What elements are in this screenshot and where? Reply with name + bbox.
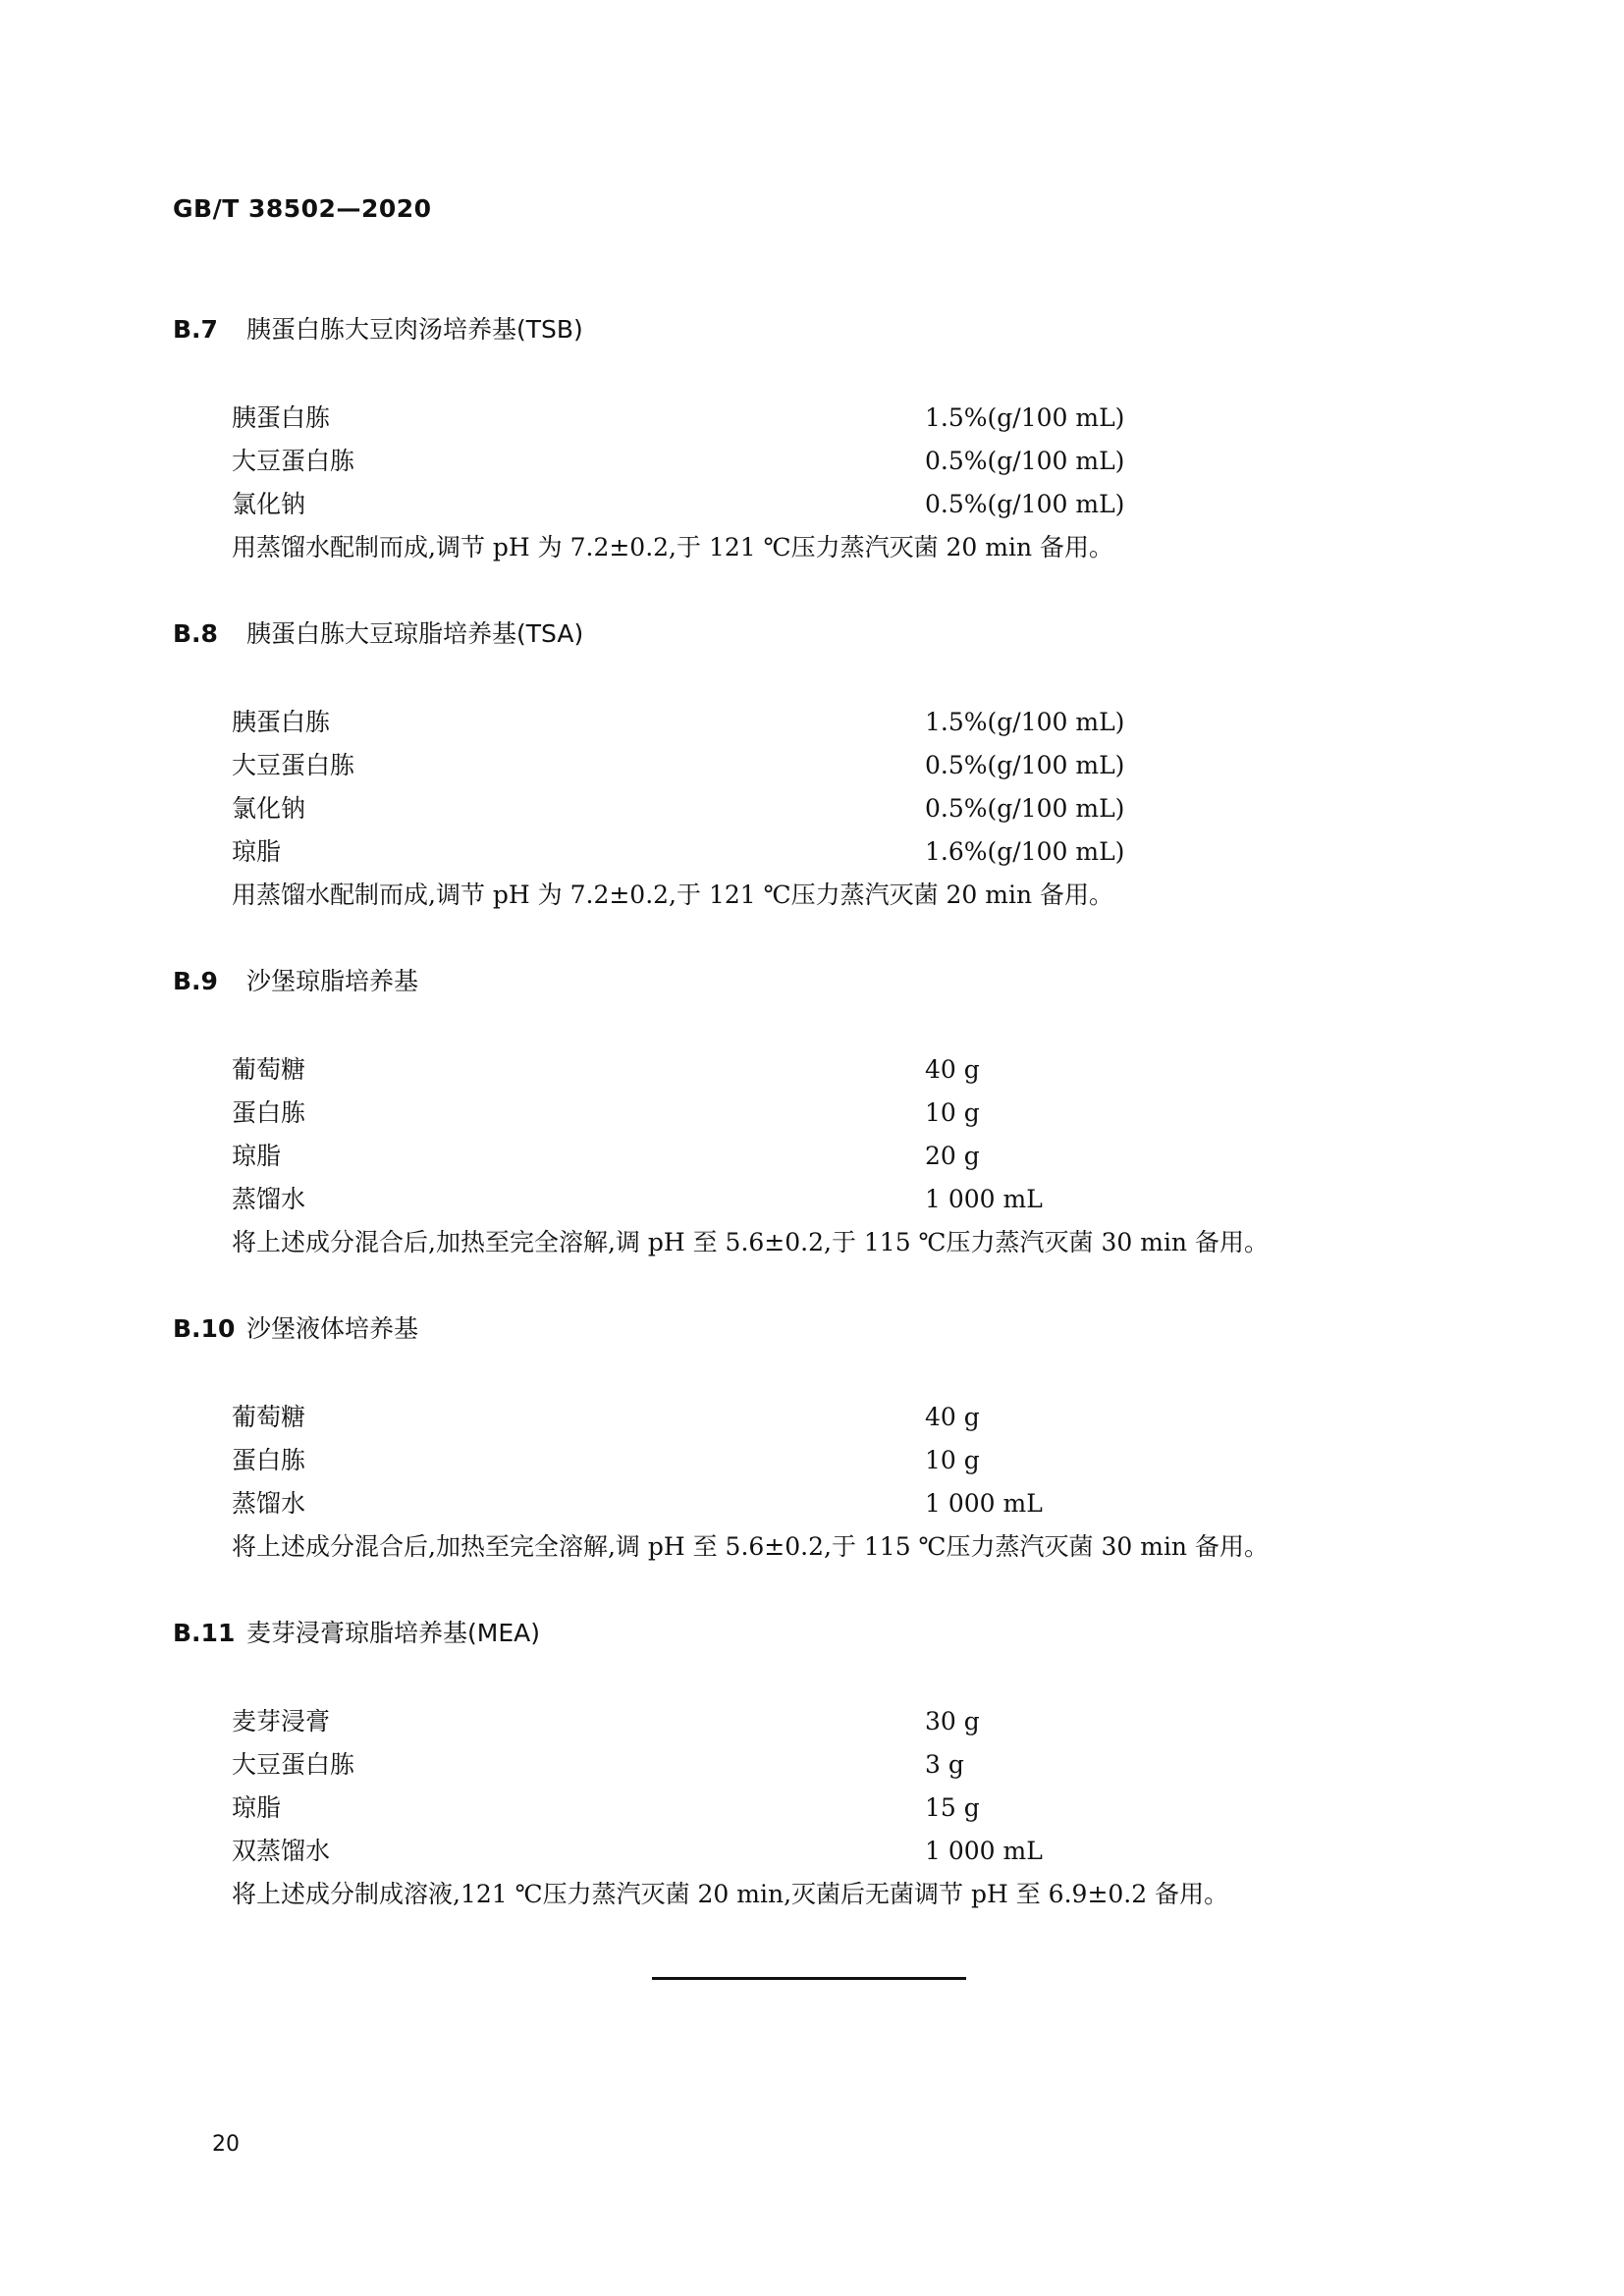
ingredient-amount: 10 g xyxy=(925,1446,980,1474)
ingredient-row xyxy=(232,1482,1469,1525)
ingredient-name: 胰蛋白胨 xyxy=(232,403,331,432)
ingredient-name: 琼脂 xyxy=(232,1793,282,1822)
preparation-note: 将上述成分混合后,加热至完全溶解,调 pH 至 5.6±0.2,于 115 ℃压力蒸汽灭菌 30 min 备用。 xyxy=(232,1228,1269,1256)
section-title: 麦芽浸膏琼脂培养基(MEA) xyxy=(246,1619,540,1647)
ingredient-name: 葡萄糖 xyxy=(232,1403,306,1431)
ingredient-amount: 0.5%(g/100 mL) xyxy=(925,751,1125,779)
section-number: B.7 xyxy=(173,315,218,344)
section-number: B.11 xyxy=(173,1619,236,1647)
ingredient-row xyxy=(232,1396,1469,1439)
ingredient-name: 大豆蛋白胨 xyxy=(232,1750,355,1779)
ingredient-row xyxy=(232,830,1469,874)
ingredient-row xyxy=(232,1700,1469,1743)
ingredient-row xyxy=(232,1830,1469,1873)
section-number: B.9 xyxy=(173,967,218,995)
section-title: 胰蛋白胨大豆肉汤培养基(TSB) xyxy=(246,315,583,344)
ingredient-row xyxy=(232,1787,1469,1830)
ingredient-amount: 40 g xyxy=(925,1055,980,1084)
ingredient-name: 麦芽浸膏 xyxy=(232,1707,331,1735)
ingredient-amount: 0.5%(g/100 mL) xyxy=(925,490,1125,518)
ingredient-amount: 1.6%(g/100 mL) xyxy=(925,837,1125,866)
section-b10 xyxy=(173,1311,1469,1569)
section-number: B.8 xyxy=(173,619,218,648)
ingredient-amount: 1.5%(g/100 mL) xyxy=(925,403,1125,432)
ingredient-name: 琼脂 xyxy=(232,837,282,866)
ingredient-name: 葡萄糖 xyxy=(232,1055,306,1084)
ingredient-name: 大豆蛋白胨 xyxy=(232,751,355,779)
ingredient-row xyxy=(232,440,1469,483)
page-number: 20 xyxy=(212,2132,240,2157)
section-heading xyxy=(173,964,1469,999)
preparation-note: 将上述成分混合后,加热至完全溶解,调 pH 至 5.6±0.2,于 115 ℃压力蒸汽灭菌 30 min 备用。 xyxy=(232,1532,1269,1561)
standard-id: GB/T 38502—2020 xyxy=(173,194,432,223)
ingredient-row xyxy=(232,701,1469,744)
ingredient-amount: 1 000 mL xyxy=(925,1185,1043,1213)
ingredient-name: 氯化钠 xyxy=(232,794,306,823)
section-heading xyxy=(173,1311,1469,1347)
ingredient-list xyxy=(173,1700,1469,1873)
section-heading xyxy=(173,1616,1469,1651)
section-title: 胰蛋白胨大豆琼脂培养基(TSA) xyxy=(246,619,584,648)
ingredient-amount: 1.5%(g/100 mL) xyxy=(925,708,1125,736)
ingredient-amount: 15 g xyxy=(925,1793,980,1822)
section-heading xyxy=(173,312,1469,347)
section-heading xyxy=(173,616,1469,652)
preparation-note: 用蒸馏水配制而成,调节 pH 为 7.2±0.2,于 121 ℃压力蒸汽灭菌 20 min 备用。 xyxy=(232,881,1114,909)
ingredient-row xyxy=(232,744,1469,787)
ingredient-row xyxy=(232,397,1469,440)
ingredient-amount: 30 g xyxy=(925,1707,980,1735)
ingredient-amount: 1 000 mL xyxy=(925,1489,1043,1518)
section-b11 xyxy=(173,1616,1469,1916)
ingredient-list xyxy=(173,397,1469,526)
ingredient-list xyxy=(173,1048,1469,1221)
ingredient-name: 胰蛋白胨 xyxy=(232,708,331,736)
ingredient-amount: 1 000 mL xyxy=(925,1837,1043,1865)
ingredient-row xyxy=(232,1135,1469,1178)
ingredient-row xyxy=(232,1743,1469,1787)
ingredient-list xyxy=(173,1396,1469,1525)
section-title: 沙堡液体培养基 xyxy=(246,1314,419,1343)
ingredient-name: 氯化钠 xyxy=(232,490,306,518)
ingredient-list xyxy=(173,701,1469,874)
ingredient-name: 蛋白胨 xyxy=(232,1098,306,1127)
section-number: B.10 xyxy=(173,1314,236,1343)
section-b7 xyxy=(173,312,1469,569)
preparation-note: 将上述成分制成溶液,121 ℃压力蒸汽灭菌 20 min,灭菌后无菌调节 pH 至 6.9±0.2 备用。 xyxy=(232,1880,1229,1908)
ingredient-amount: 3 g xyxy=(925,1750,964,1779)
ingredient-amount: 0.5%(g/100 mL) xyxy=(925,794,1125,823)
ingredient-row xyxy=(232,1178,1469,1221)
ingredient-amount: 0.5%(g/100 mL) xyxy=(925,447,1125,475)
end-of-document-rule xyxy=(652,1977,966,1980)
section-b9 xyxy=(173,964,1469,1264)
ingredient-row xyxy=(232,787,1469,830)
preparation-note: 用蒸馏水配制而成,调节 pH 为 7.2±0.2,于 121 ℃压力蒸汽灭菌 20 min 备用。 xyxy=(232,533,1114,561)
ingredient-row xyxy=(232,483,1469,526)
document-body xyxy=(173,312,1469,1963)
ingredient-name: 蛋白胨 xyxy=(232,1446,306,1474)
ingredient-row xyxy=(232,1439,1469,1482)
section-title: 沙堡琼脂培养基 xyxy=(246,967,419,995)
ingredient-row xyxy=(232,1092,1469,1135)
ingredient-amount: 20 g xyxy=(925,1142,980,1170)
ingredient-row xyxy=(232,1048,1469,1092)
ingredient-name: 双蒸馏水 xyxy=(232,1837,331,1865)
ingredient-name: 琼脂 xyxy=(232,1142,282,1170)
ingredient-amount: 10 g xyxy=(925,1098,980,1127)
ingredient-name: 大豆蛋白胨 xyxy=(232,447,355,475)
ingredient-amount: 40 g xyxy=(925,1403,980,1431)
ingredient-name: 蒸馏水 xyxy=(232,1489,306,1518)
ingredient-name: 蒸馏水 xyxy=(232,1185,306,1213)
section-b8 xyxy=(173,616,1469,917)
